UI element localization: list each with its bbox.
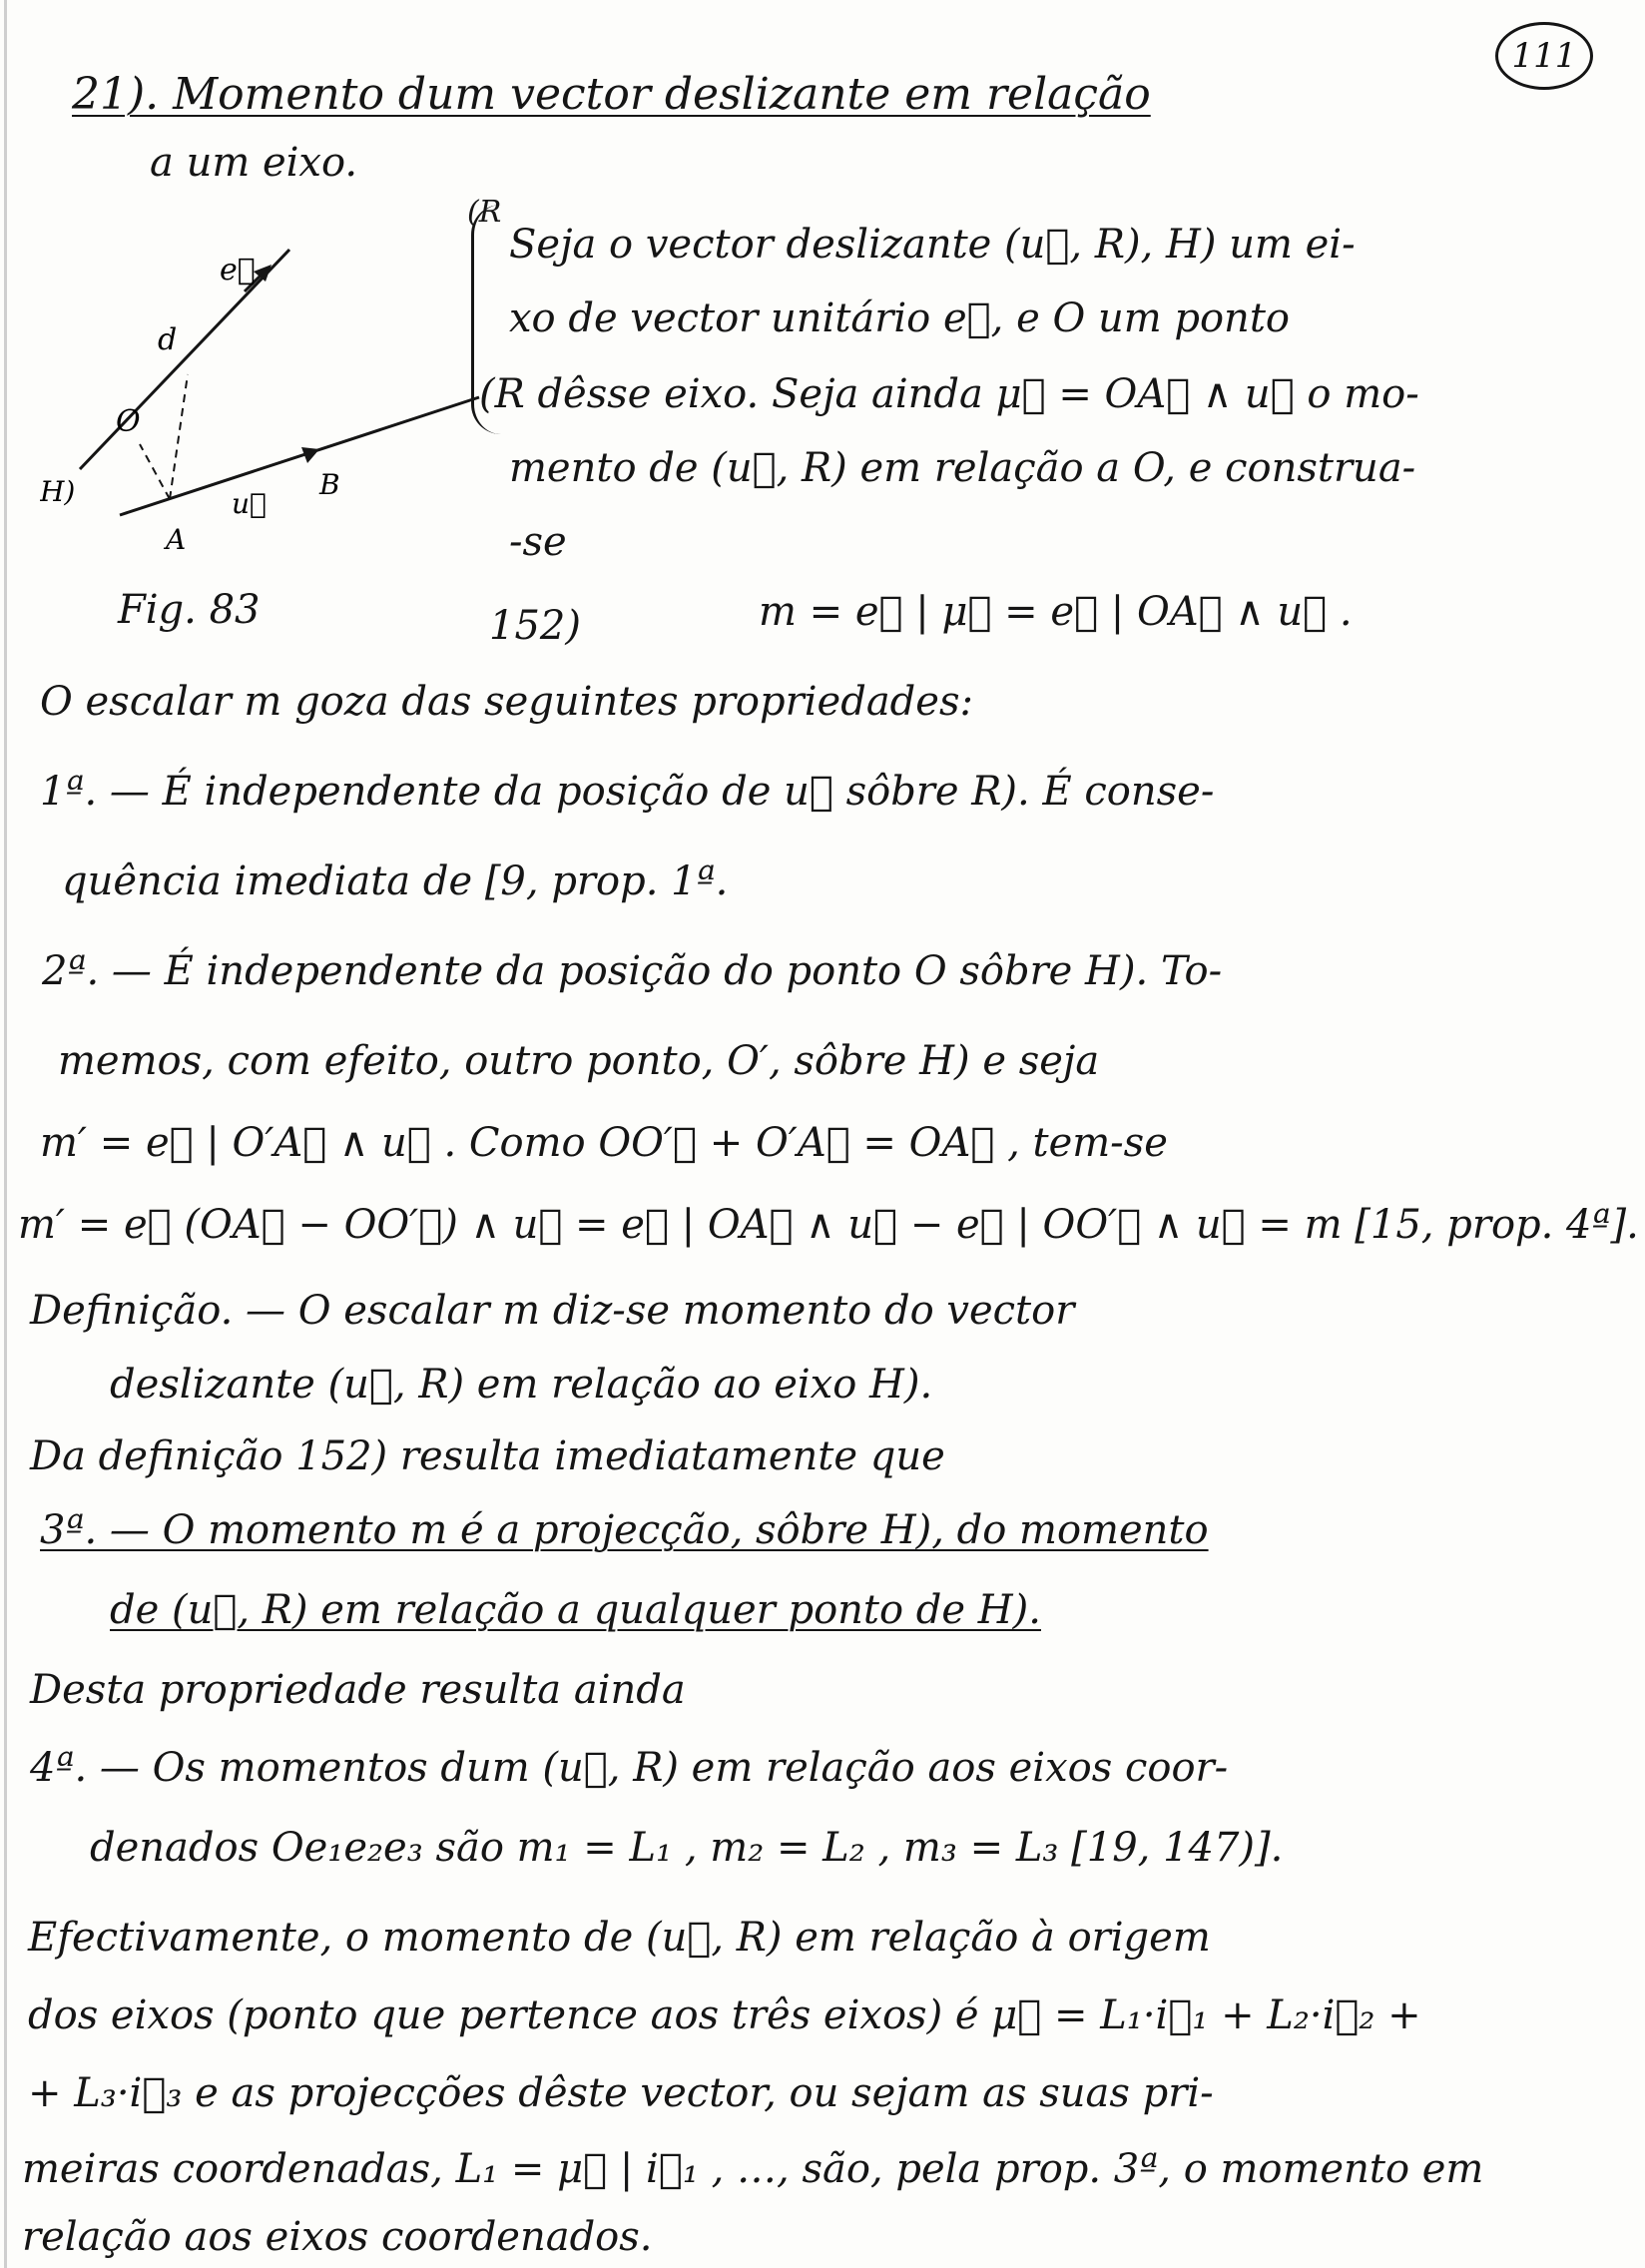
closing-line-1: Efectivamente, o momento de (u⃗, R) em relação à origem — [28, 1915, 1211, 1961]
closing-line-3: + L₃·i⃗₃ e as projecções dêste vector, ou sejam as suas pri- — [28, 2070, 1214, 2116]
intro-line-2: xo de vector unitário e⃗, e O um ponto — [509, 295, 1290, 341]
property-3-line-2: de (u⃗, R) em relação a qualquer ponto de H). — [110, 1587, 1041, 1633]
line-r — [120, 397, 479, 515]
figure-label-r: (R — [467, 195, 502, 230]
section-title-continued: a um eixo. — [150, 140, 358, 186]
dashed-segment-d — [170, 374, 188, 499]
dashed-segment-oa — [140, 444, 170, 499]
property-1-line-1: 1ª. — É independente da posição de u⃗ sôbre R). É conse- — [40, 769, 1215, 815]
section-title: 21). Momento dum vector deslizante em relação — [72, 69, 1151, 120]
intro-line-1: Seja o vector deslizante (u⃗, R), H) um ei- — [509, 222, 1356, 268]
figure-label-h: H) — [40, 475, 76, 508]
figure-label-a: A — [166, 523, 187, 556]
scan-edge — [4, 0, 7, 2268]
figure-label-o: O — [116, 404, 141, 439]
property-2-line-3: m′ = e⃗ | O′A⃗ ∧ u⃗ . Como OO′⃗ + O′A⃗ = OA⃗ , tem-se — [40, 1120, 1168, 1166]
figure-label-e: e⃗ — [220, 253, 256, 287]
definition-line-1: Definição. — O escalar m diz-se momento do vector — [30, 1288, 1075, 1334]
definition-line-2: deslizante (u⃗, R) em relação ao eixo H). — [110, 1362, 933, 1408]
page-number: 111 — [1495, 22, 1593, 90]
closing-line-4: meiras coordenadas, L₁ = μ⃗ | i⃗₁ , …, são, pela prop. 3ª, o momento em — [22, 2146, 1484, 2192]
property-2-line-4: m′ = e⃗ (OA⃗ − OO′⃗) ∧ u⃗ = e⃗ | OA⃗ ∧ u⃗ − e⃗ | OO′⃗ ∧ u⃗ = m [15, prop. 4ª]. — [18, 1202, 1639, 1248]
figure-label-d: d — [158, 322, 178, 357]
closing-line-5: relação aos eixos coordenados. — [22, 2214, 653, 2260]
intro-line-5: -se — [509, 519, 567, 565]
figure-label-b: B — [319, 468, 340, 501]
definition-line-3: Da definição 152) resulta imediatamente que — [30, 1433, 945, 1479]
property-2-line-1: 2ª. — É independente da posição do ponto O sôbre H). To- — [42, 948, 1223, 994]
figure-83 — [40, 220, 499, 579]
property-1-line-2: quência imediata de [9, prop. 1ª. — [62, 858, 729, 904]
formula-number: 152) — [489, 603, 581, 649]
property-3-line-1: 3ª. — O momento m é a projecção, sôbre H), do momento — [40, 1507, 1209, 1553]
axis-line-h — [80, 250, 289, 469]
closing-line-2: dos eixos (ponto que pertence aos três eixos) é μ⃗ = L₁·i⃗₁ + L₂·i⃗₂ + — [28, 1992, 1421, 2038]
formula-152: m = e⃗ | μ⃗ = e⃗ | OA⃗ ∧ u⃗ . — [759, 589, 1353, 635]
intro-line-3: (R dêsse eixo. Seja ainda μ⃗ = OA⃗ ∧ u⃗ o mo- — [479, 371, 1419, 417]
property-4-intro: Desta propriedade resulta ainda — [30, 1667, 686, 1713]
property-4-line-1: 4ª. — Os momentos dum (u⃗, R) em relação aos eixos coor- — [30, 1745, 1229, 1791]
property-2-line-2: memos, com efeito, outro ponto, O′, sôbre H) e seja — [58, 1038, 1100, 1084]
property-4-line-2: denados Oe₁e₂e₃ são m₁ = L₁ , m₂ = L₂ , m₃ = L₃ [19, 147)]. — [90, 1825, 1284, 1871]
properties-intro: O escalar m goza das seguintes propriedades: — [40, 679, 973, 725]
figure-label-u: u⃗ — [232, 487, 267, 520]
intro-line-4: mento de (u⃗, R) em relação a O, e construa- — [509, 445, 1416, 491]
figure-caption: Fig. 83 — [118, 587, 261, 633]
